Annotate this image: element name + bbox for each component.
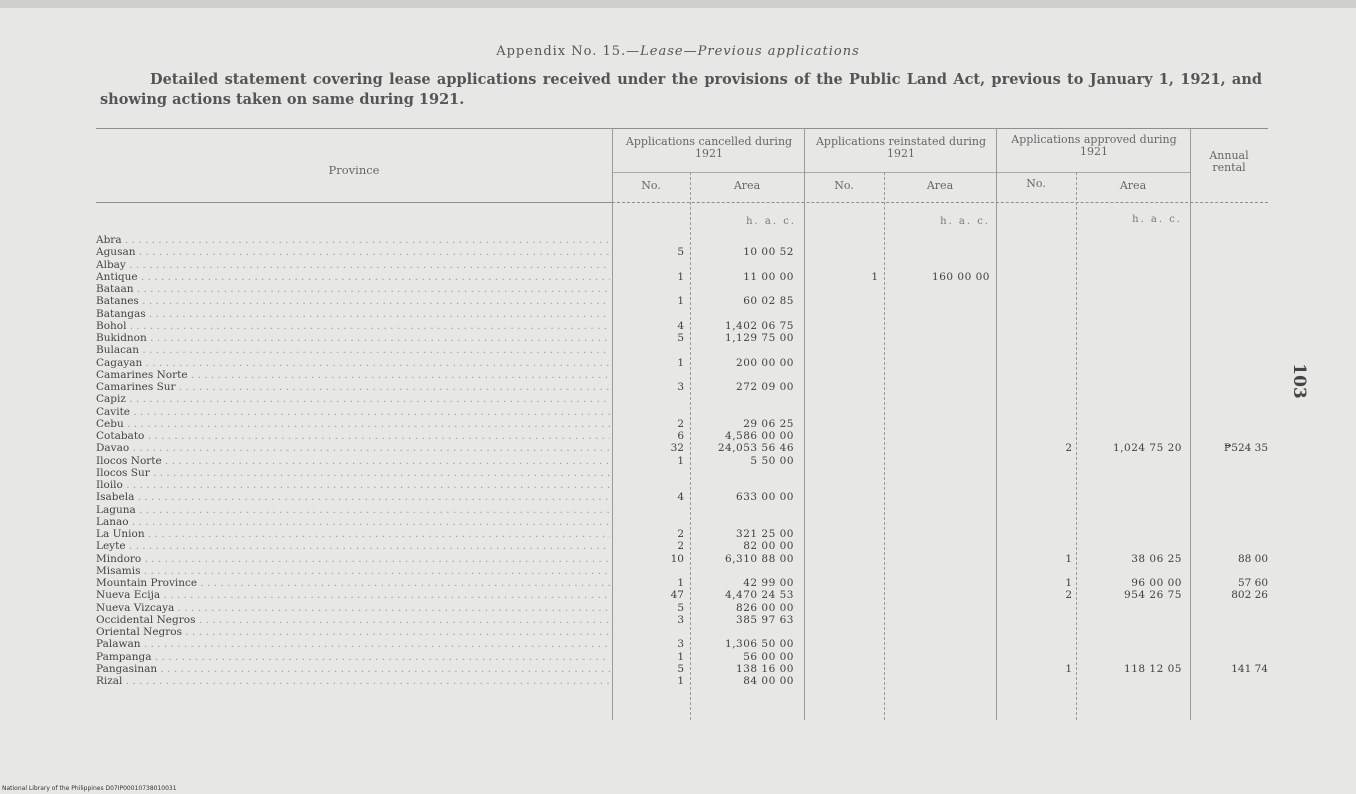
province-name: Laguna . . . [96,504,610,516]
cancelled-area: 826 00 00 [736,601,794,614]
table-row [96,565,1268,577]
cancelled-count: 5 [677,662,684,675]
province-name: Pampanga . . . [96,651,610,663]
table-row [96,504,1268,516]
province-name: Mindoro . . . [96,553,610,565]
province-name: Albay . . . [96,259,610,271]
table-row [96,234,1268,246]
approved-area: 96 00 00 [1131,577,1182,589]
annual-rental: 57 60 [1237,577,1268,589]
cancelled-area: 5 50 00 [750,454,794,467]
page-number: 103 [1289,363,1309,399]
cancelled-count: 32 [670,442,684,455]
province-name: Cebu . . . [96,418,610,430]
header-annual-rental: Annual rental [1209,149,1249,174]
cancelled-count: 5 [677,601,684,614]
table-row [96,332,1268,344]
cancelled-area: 56 00 00 [743,650,794,663]
table-row [96,259,1268,271]
province-name: Bulacan . . . [96,344,610,356]
province-name: Bukidnon . . . [96,332,610,344]
cancelled-area: 4,586 00 00 [725,430,794,442]
province-name: Batangas . . . [96,308,610,320]
province-name: La Union . . . [96,528,610,540]
table-row [96,430,1268,442]
cancelled-count: 1 [677,650,684,663]
cancelled-area: 1,306 50 00 [725,638,794,651]
table-row [96,491,1268,503]
table-top-rule [96,128,1268,129]
province-name: Bataan . . . [96,283,610,295]
cancelled-count: 1 [677,577,684,589]
cancelled-area: 138 16 00 [736,662,794,675]
province-name: Oriental Negros . . . [96,626,610,638]
cancelled-count: 47 [670,589,684,602]
table-row [96,295,1268,307]
cancelled-count: 2 [677,540,684,553]
cancelled-area: 200 00 00 [736,356,794,369]
table-row [96,614,1268,626]
reinstated-area: 160 00 00 [932,270,990,283]
cancelled-area: 24,053 56 46 [717,442,794,455]
province-name: Camarines Sur . . . [96,381,610,393]
units-approved-area: h. a. c. [1132,214,1182,225]
reinstated-count: 1 [871,270,878,283]
approved-count: 2 [1065,442,1072,455]
province-name: Ilocos Sur . . . [96,467,610,479]
cancelled-count: 1 [677,295,684,308]
cancelled-area: 29 06 25 [743,417,794,430]
table-row [96,467,1268,479]
table-row [96,320,1268,332]
province-header-rule [96,202,612,203]
table-row [96,675,1268,687]
footer-credit: National Library of the Philippines D07IP00010738010031 [2,785,177,792]
table-row [96,638,1268,650]
cancelled-area: 1,402 06 75 [725,319,794,332]
table-row [96,553,1268,565]
header-approved: Applications approved during 1921 [1011,133,1177,158]
cancelled-count: 2 [677,528,684,540]
cancelled-count: 5 [677,332,684,344]
cancelled-area: 42 99 00 [743,577,794,589]
table-row [96,589,1268,601]
appendix-title [0,44,1356,59]
header-reinstated-area: Area [926,179,954,192]
table-row [96,663,1268,675]
cancelled-area: 84 00 00 [743,675,794,687]
cancelled-count: 4 [677,491,684,504]
approved-count: 1 [1065,577,1072,589]
header-cancelled-area: Area [733,179,761,192]
subheader-rule [612,172,1190,173]
province-name: Lanao . . . [96,516,610,528]
table-row [96,479,1268,491]
annual-rental: 141 74 [1231,662,1268,675]
province-name: Rizal . . . [96,675,610,687]
annual-rental: ₱524 35 [1223,442,1268,455]
province-name: Isabela . . . [96,491,610,503]
cancelled-count: 1 [677,270,684,283]
table-row [96,406,1268,418]
province-name: Leyte . . . [96,540,610,552]
header-reinstated-no: No. [834,179,854,192]
cancelled-count: 10 [670,552,684,565]
cancelled-area: 272 09 00 [736,381,794,393]
header-approved-no: No. [1026,177,1046,190]
province-name: Misamis . . . [96,565,610,577]
cancelled-count: 1 [677,454,684,467]
cancelled-count: 2 [677,417,684,430]
cancelled-area: 6,310 88 00 [725,552,794,565]
province-name: Cagayan . . . [96,357,610,369]
table-row [96,516,1268,528]
province-name: Nueva Vizcaya . . . [96,602,610,614]
approved-area: 38 06 25 [1131,552,1182,565]
cancelled-count: 3 [677,381,684,393]
approved-area: 954 26 75 [1124,589,1182,602]
approved-count: 1 [1065,662,1072,675]
province-name: Iloilo . . . [96,479,610,491]
table-row [96,393,1268,405]
province-name: Cavite . . . [96,406,610,418]
table-row [96,357,1268,369]
table-row [96,271,1268,283]
table-row [96,577,1268,589]
cancelled-count: 1 [677,356,684,369]
cancelled-area: 60 02 85 [743,295,794,308]
table-description: Detailed statement covering lease applications received under the provisions of the Public Land Act, previous to January 1, 1921, and showing actions taken on same during 1921. [100,71,1262,108]
province-name: Occidental Negros . . . [96,614,610,626]
header-province: Province [328,163,380,177]
province-name: Camarines Norte . . . [96,369,610,381]
table-row [96,442,1268,454]
table-row [96,369,1268,381]
province-name: Abra . . . [96,234,610,246]
cancelled-count: 3 [677,638,684,651]
header-cancelled-no: No. [641,179,661,192]
title-suffix: Lease—Previous applications [640,44,860,59]
province-name: Agusan . . . [96,246,610,258]
units-cancelled-area: h. a. c. [746,216,796,227]
units-reinstated-area: h. a. c. [940,216,990,227]
header-approved-area: Area [1119,179,1147,192]
table-row [96,246,1268,258]
table-row [96,344,1268,356]
table-row [96,528,1268,540]
approved-area: 1,024 75 20 [1113,442,1182,455]
table-row [96,626,1268,638]
approved-area: 118 12 05 [1124,662,1182,675]
table-row [96,540,1268,552]
province-name: Antique . . . [96,271,610,283]
cancelled-count: 6 [677,430,684,442]
table-row [96,283,1268,295]
cancelled-area: 1,129 75 00 [725,332,794,344]
title-prefix: Appendix No. 15.— [496,44,641,59]
cancelled-area: 10 00 52 [743,246,794,259]
table-row [96,381,1268,393]
cancelled-count: 3 [677,613,684,626]
cancelled-count: 4 [677,319,684,332]
cancelled-area: 633 00 00 [736,491,794,504]
scan-edge [0,0,1356,8]
cancelled-count: 1 [677,675,684,687]
cancelled-area: 321 25 00 [736,528,794,540]
table-row [96,418,1268,430]
cancelled-area: 4,470 24 53 [725,589,794,602]
cancelled-area: 82 00 00 [743,540,794,553]
header-bottom-rule [612,202,1268,203]
cancelled-count: 5 [677,246,684,259]
table-row [96,651,1268,663]
table-row [96,455,1268,467]
cancelled-area: 385 97 63 [736,613,794,626]
table-row [96,308,1268,320]
province-name: Pangasinan . . . [96,663,610,675]
province-name: Batanes . . . [96,295,610,307]
annual-rental: 802 26 [1231,589,1268,602]
table-row [96,602,1268,614]
province-name: Palawan . . . [96,638,610,650]
province-name: Mountain Province . . . [96,577,610,589]
cancelled-area: 11 00 00 [743,270,794,283]
province-name: Cotabato . . . [96,430,610,442]
province-name: Ilocos Norte . . . [96,455,610,467]
province-name: Bohol . . . [96,320,610,332]
header-reinstated: Applications reinstated during 1921 [815,135,987,160]
province-name: Capiz . . . [96,393,610,405]
approved-count: 1 [1065,552,1072,565]
annual-rental: 88 00 [1237,552,1268,565]
table-body [96,234,1268,687]
province-name: Nueva Ecija . . . [96,589,610,601]
header-cancelled: Applications cancelled during 1921 [625,135,793,160]
approved-count: 2 [1065,589,1072,602]
province-name: Davao . . . [96,442,610,454]
